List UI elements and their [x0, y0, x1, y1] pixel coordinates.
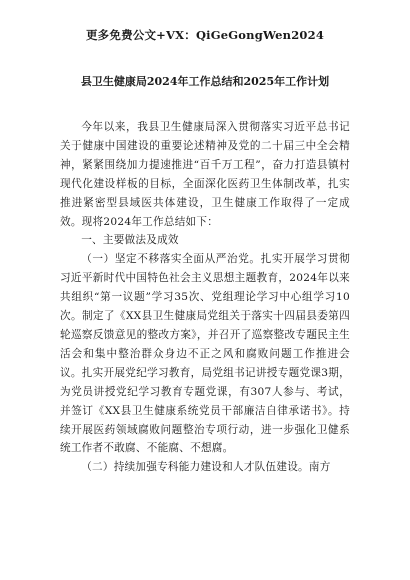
body-paragraph-intro: 今年以来，我县卫生健康局深入贯彻落实习近平总书记关于健康中国建设的重要论述精神及党的二十届三中全会精神，紧紧围绕加力提速推进“百千万工程”，奋力打造县镇村现代化建设样板的目标，全面深化医药卫生体制改革，扎实推进紧密型县域医共体建设，卫生健康工作取得了一定成效。现将2024年工作总结如下： [60, 121, 350, 228]
section-heading-1: 一、主要做法及成效 [81, 234, 179, 247]
body-paragraph-talent: （二）持续加强专科能力建设和人才队伍建设。南方 [81, 461, 331, 474]
body-paragraph-party: （一）坚定不移落实全面从严治党。扎实开展学习贯彻习近平新时代中国特色社会主义思想主题教育，2024年以来共组织“第一议题”学习35次、党组理论学习中心组学习10次。制定了《XX县卫生健康局党组关于落实十四届县委第四轮巡察反馈意见的整改方案》，并召开了巡察整改专题民主生活会和集中整治群众身边不正之风和腐败问题工作推进会议。扎实开展党纪学习教育，局党组书记讲授专题党课3期，为党员讲授党纪学习教育专题党课，有307人参与、考试，并签订《XX县卫生健康系统党员干部廉洁自律承诺书》。持续开展医药领域腐败问题整治专项行动，进一步强化卫健系统工作者不敢腐、不能腐、不想腐。 [60, 253, 350, 455]
document-title: 县卫生健康局2024年工作总结和2025年工作计划 [80, 75, 330, 88]
promo-header: 更多免费公文+VX：QiGeGongWen2024 [85, 28, 325, 42]
document-body [60, 118, 350, 477]
